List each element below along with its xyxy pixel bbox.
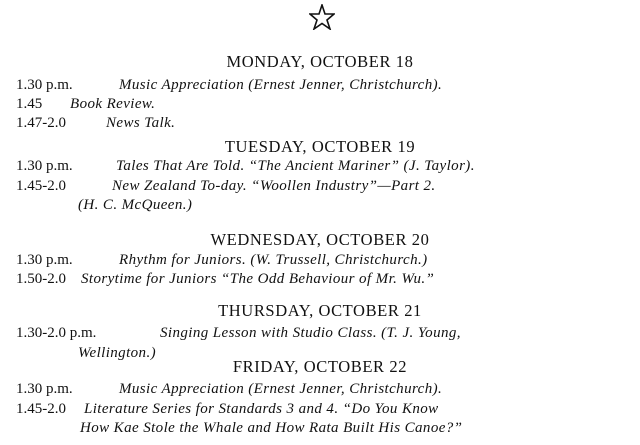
programme: New Zealand To-day. “Woollen Industry”—Part 2. (112, 178, 436, 194)
schedule-row (16, 400, 634, 418)
time: 1.30 p.m. (16, 381, 73, 397)
time: 1.45-2.0 (16, 178, 66, 194)
time: 1.47-2.0 (16, 115, 66, 131)
time: 1.30-2.0 p.m. (16, 325, 97, 341)
time: 1.30 p.m. (16, 158, 73, 174)
schedule-row (16, 177, 634, 195)
programme: Music Appreciation (Ernest Jenner, Christchurch). (119, 77, 443, 93)
day-heading-wednesday: WEDNESDAY, OCTOBER 20 (210, 230, 430, 249)
time: 1.30 p.m. (16, 77, 73, 93)
programme: Tales That Are Told. “The Ancient Mariner” (J. Taylor). (116, 158, 475, 174)
programme: Literature Series for Standards 3 and 4. “Do You Know (84, 401, 439, 417)
schedule-row (16, 114, 634, 132)
programme-continuation: (H. C. McQueen.) (78, 197, 193, 213)
day-heading-friday: FRIDAY, OCTOBER 22 (232, 357, 408, 376)
programme: Rhythm for Juniors. (W. Trussell, Christchurch.) (119, 252, 428, 268)
schedule-row (16, 157, 634, 175)
schedule-row (16, 380, 634, 398)
schedule-row (16, 324, 634, 342)
programme: News Talk. (106, 115, 176, 131)
programme: Music Appreciation (Ernest Jenner, Christchurch). (119, 381, 443, 397)
time: 1.50-2.0 (16, 271, 66, 287)
schedule-row (16, 76, 634, 94)
schedule-row (16, 95, 634, 113)
time: 1.45-2.0 (16, 401, 66, 417)
star-icon (309, 4, 335, 30)
programme-continuation: Wellington.) (78, 345, 156, 361)
time: 1.30 p.m. (16, 252, 73, 268)
day-heading-thursday: THURSDAY, OCTOBER 21 (218, 301, 422, 320)
day-heading-monday: MONDAY, OCTOBER 18 (226, 52, 414, 71)
programme-continuation: How Kae Stole the Whale and How Rata Built His Canoe?” (80, 420, 463, 436)
day-heading-tuesday: TUESDAY, OCTOBER 19 (224, 137, 416, 156)
schedule-row (16, 251, 634, 269)
programme: Book Review. (70, 96, 156, 112)
schedule-row (16, 270, 634, 288)
programme: Singing Lesson with Studio Class. (T. J. Young, (160, 325, 461, 341)
programme: Storytime for Juniors “The Odd Behaviour of Mr. Wu.” (81, 271, 435, 287)
time: 1.45 (16, 96, 43, 112)
